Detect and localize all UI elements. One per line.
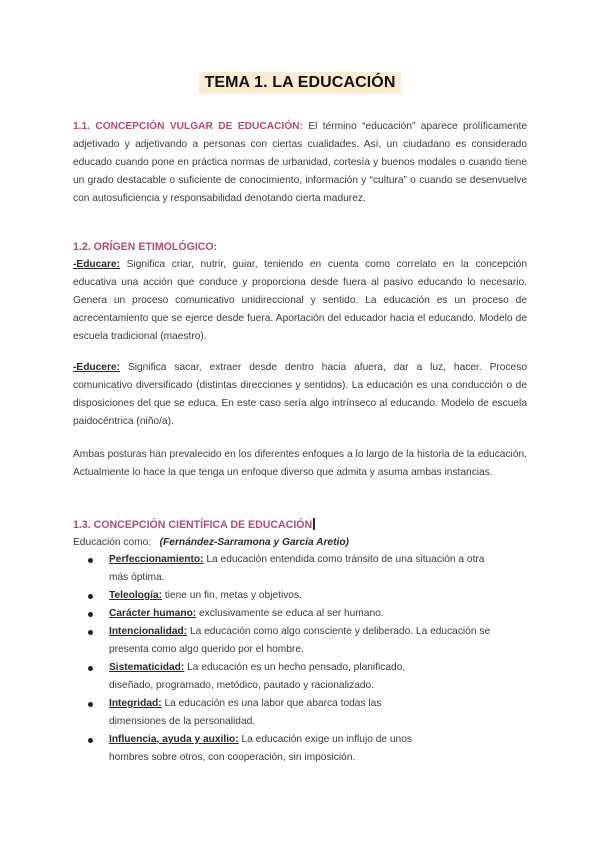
list-item-text-cont: hombres sobre otros, con cooperación, sin imposición. <box>109 752 356 763</box>
section-2-heading: 1.2. ORÍGEN ETIMOLÓGICO: <box>73 241 218 253</box>
list-item-text: La educación entendida como tránsito de una situación a otra <box>203 554 485 565</box>
section-3-reference: (Fernández-Sarramona y García Aretio) <box>159 537 349 548</box>
list-item-text: La educación como algo consciente y deliberado. La educación se <box>187 626 491 637</box>
bullet-icon <box>88 738 93 743</box>
educare-paragraph <box>73 256 527 346</box>
title-container <box>0 72 600 94</box>
text-cursor <box>313 518 315 530</box>
list-item-term: Carácter humano: <box>109 608 197 619</box>
list-item-text: La educación exige un influjo de unos <box>238 734 412 745</box>
section-3-heading-row <box>73 516 527 534</box>
section-1-text: El término “educación” aparece prolíficamente adjetivado y adjetivando a personas con ciertas cualidades. Así, un ciudadano es considerado educado cuando pone en práctica normas de urbanidad, cortesía y buenos modales o cuando tiene un grado destacable o suficiente de conocimiento, información y “cultura” o cuando se desenvuelve con autosuficiencia y responsabilidad denotando cierta madurez. <box>73 121 527 204</box>
list-item <box>73 659 527 695</box>
list-item-text: La educación es una labor que abarca todas las <box>161 698 382 709</box>
list-item-text: tiene un fin, metas y objetivos. <box>162 590 302 601</box>
list-item-text: exclusivamente se educa al ser humano. <box>196 608 384 619</box>
list-item-text-cont: más óptima. <box>109 572 165 583</box>
list-item-term: Integridad: <box>109 698 162 709</box>
bullet-icon <box>88 612 93 617</box>
educere-text: Significa sacar, extraer desde dentro hacia afuera, dar a luz, hacer. Proceso comunicativo diversificado (distintas direcciones y sentidos). La educación es una conducción o de disposiciones del que se educa. En este caso sería algo intrínseco al educando. Modelo de escuela paidocéntrica (niño/a). <box>73 362 527 427</box>
features-list <box>73 551 527 767</box>
document-title: TEMA 1. LA EDUCACIÓN <box>199 72 400 94</box>
list-item-text-cont: diseñado, programado, metódico, pautado y racionalizado. <box>109 680 375 691</box>
list-item-term: Perfeccionamiento: <box>109 554 204 565</box>
list-item-term: Sistematicidad: <box>109 662 185 673</box>
educare-term: -Educare: <box>73 259 120 270</box>
educare-text: Significa criar, nutrir, guiar, teniendo en cuenta como correlato en la concepción educativa una acción que conduce y proporciona desde fuera al pasivo educando lo necesario. Genera un proceso comunicativo unidireccional y sentido. La educación es un proceso de acrecentamiento que se ejerce desde fuera. Aportación del educador hacia el educando. Modelo de escuela tradicional (maestro). <box>73 259 527 342</box>
section-1-paragraph <box>73 118 527 208</box>
section-3-intro-row <box>73 534 527 552</box>
list-item-term: Teleología: <box>109 590 163 601</box>
list-item-text-cont: dimensiones de la personalidad. <box>109 716 256 727</box>
bullet-icon <box>88 666 93 671</box>
educere-term: -Educere: <box>73 362 120 373</box>
bullet-icon <box>88 594 93 599</box>
bullet-icon <box>88 630 93 635</box>
both-paragraph: Ambas posturas han prevalecido en los diferentes enfoques a lo largo de la historia de la educación. Actualmente lo hace la que tenga un enfoque diverso que admita y asuma ambas instancias. <box>73 449 527 478</box>
list-item-text: La educación es un hecho pensado, planificado, <box>184 662 406 673</box>
list-item <box>73 623 527 659</box>
list-item <box>73 695 527 731</box>
educere-paragraph <box>73 359 527 431</box>
list-item <box>73 605 527 623</box>
section-3-heading: 1.3. CONCEPCIÓN CIENTÍFICA DE EDUCACIÓN <box>73 519 313 531</box>
list-item-term: Intencionalidad: <box>109 626 188 637</box>
list-item <box>73 587 527 605</box>
list-item <box>73 551 527 587</box>
bullet-icon <box>88 558 93 563</box>
section-3-intro: Educación como: <box>73 537 152 548</box>
list-item-text-cont: presenta como algo querido por el hombre. <box>109 644 304 655</box>
bullet-icon <box>88 702 93 707</box>
list-item-term: Influencia, ayuda y auxilio: <box>109 734 239 745</box>
section-1-heading: 1.1. CONCEPCIÓN VULGAR DE EDUCACIÓN: <box>73 121 303 132</box>
list-item <box>73 731 527 767</box>
